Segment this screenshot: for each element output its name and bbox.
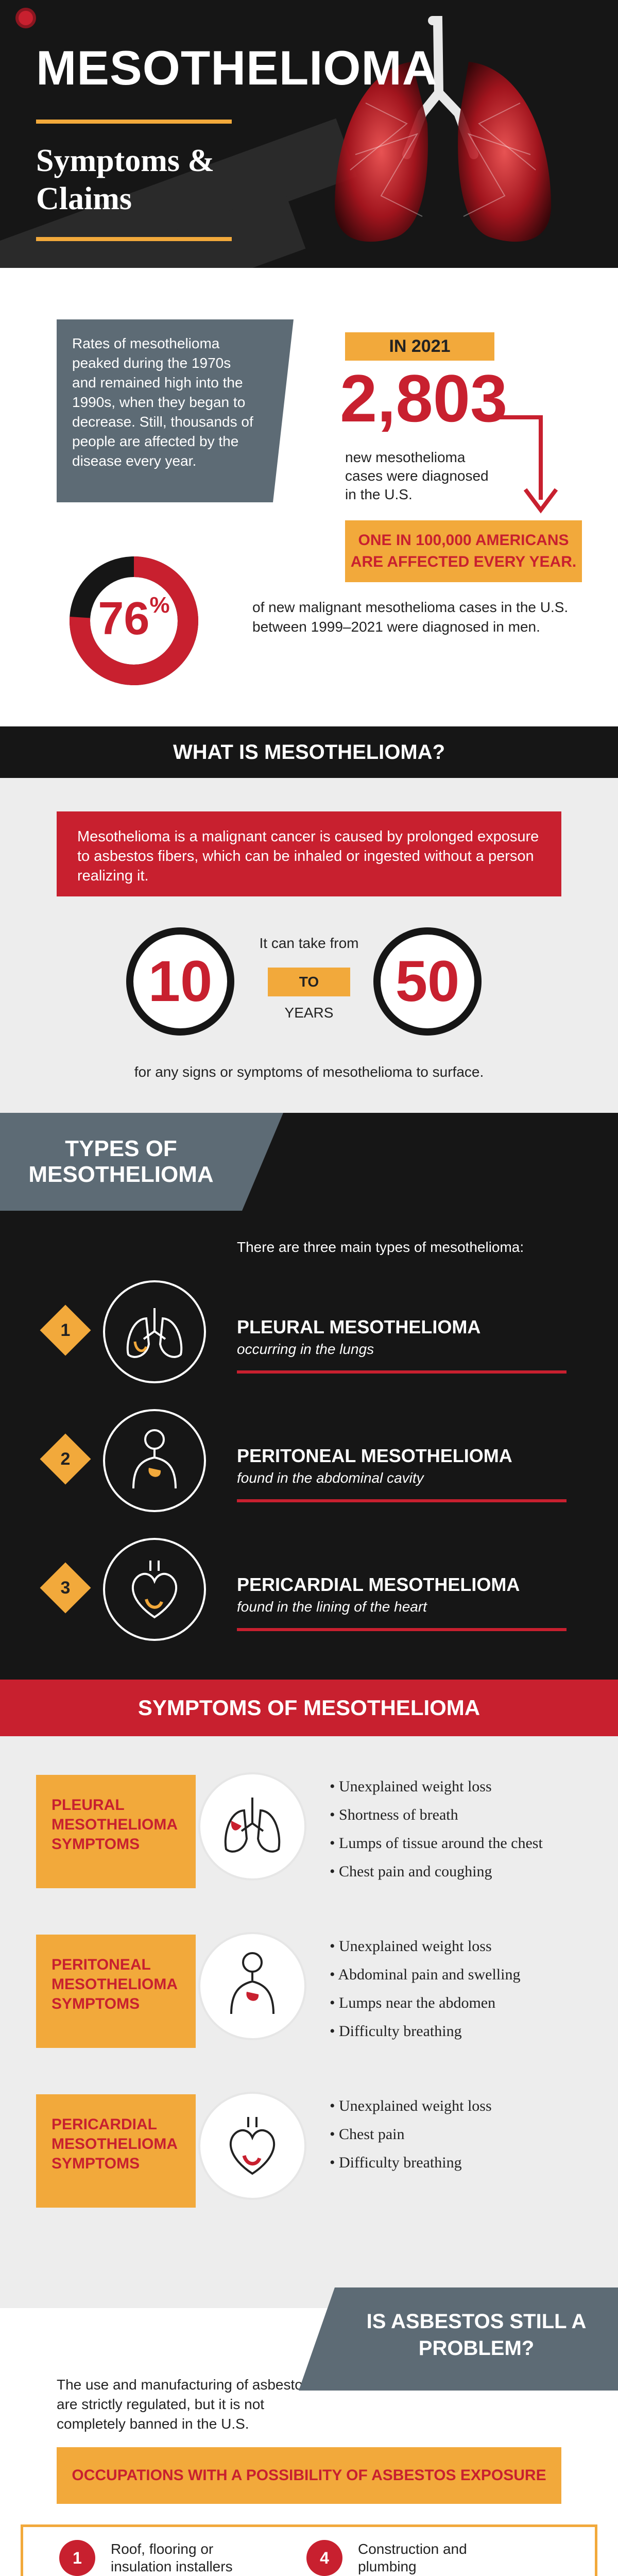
percent-caption: of new malignant mesothelioma cases in the U.S. between 1999–2021 were diagnosed in men. — [252, 599, 569, 635]
red-dot-decoration — [15, 8, 36, 28]
type-name: PERITONEAL MESOTHELIOMA — [237, 1445, 512, 1466]
symptom-item: • Abdominal pain and swelling — [330, 1960, 520, 1989]
percent-value — [67, 592, 201, 646]
symptom-item: • Difficulty breathing — [330, 2148, 492, 2177]
symptom-item: • Lumps of tissue around the chest — [330, 1829, 543, 1857]
symptom-group-label: PERICARDIAL MESOTHELIOMA SYMPTOMS — [36, 2094, 196, 2208]
types-intro: There are three main types of mesothelioma: — [237, 1239, 524, 1255]
symptom-group-peritoneal — [0, 1911, 618, 2056]
divider — [237, 1628, 566, 1631]
type-number: 1 — [60, 1320, 71, 1340]
what-is-section — [0, 726, 618, 1113]
percent-sign: % — [149, 592, 170, 618]
statistics-section — [0, 268, 618, 726]
types-section — [0, 1113, 618, 1680]
heart-icon — [103, 1538, 206, 1641]
symptom-item: • Shortness of breath — [330, 1801, 543, 1829]
case-count-caption: new mesothelioma cases were diagnosed in the U.S. — [345, 449, 489, 502]
type-desc: found in the abdominal cavity — [237, 1470, 424, 1486]
subtitle-underline — [36, 237, 232, 241]
symptom-group-pericardial — [0, 2071, 618, 2215]
symptom-item: • Chest pain and coughing — [330, 1857, 543, 1886]
symptom-group-label: PLEURAL MESOTHELIOMA SYMPTOMS — [36, 1775, 196, 1888]
header — [0, 0, 618, 268]
occupation-number: 1 — [59, 2540, 95, 2576]
asbestos-problem-heading: IS ASBESTOS STILL A PROBLEM? — [335, 2287, 618, 2391]
type-number: 2 — [60, 1449, 71, 1469]
regulation-text: The use and manufacturing of asbestos are strictly regulated, but it is not completely banned in the U.S. — [57, 2377, 310, 2432]
takes-from-label: It can take from — [259, 935, 359, 951]
occupation-number: 4 — [306, 2540, 342, 2576]
what-is-heading: WHAT IS MESOTHELIOMA? — [0, 726, 618, 778]
year-tag: IN 2021 — [345, 332, 494, 361]
occupations-list — [21, 2524, 597, 2576]
symptoms-heading: SYMPTOMS OF MESOTHELIOMA — [0, 1680, 618, 1736]
types-heading: TYPES OF MESOTHELIOMA — [0, 1113, 242, 1211]
symptom-item: • Lumps near the abdomen — [330, 1989, 520, 2017]
occupation-label: Roof, flooring or insulation installers — [111, 2541, 233, 2574]
divider — [237, 1370, 566, 1374]
type-item-peritoneal — [0, 1409, 618, 1517]
symptom-item: • Unexplained weight loss — [330, 1932, 520, 1960]
case-count: 2,803 — [340, 361, 508, 436]
occupation-label: Construction and plumbing — [358, 2541, 467, 2574]
symptom-item: • Chest pain — [330, 2120, 492, 2148]
asbestos-problem-section — [0, 2308, 618, 2576]
type-desc: occurring in the lungs — [237, 1341, 374, 1357]
symptom-item: • Difficulty breathing — [330, 2017, 520, 2045]
symptom-item: • Unexplained weight loss — [330, 2092, 492, 2120]
symptom-item: • Unexplained weight loss — [330, 1772, 543, 1801]
symptom-group-pleural — [0, 1752, 618, 1896]
type-item-pericardial — [0, 1538, 618, 1646]
symptoms-section — [0, 1680, 618, 2308]
percent-number: 76 — [98, 593, 150, 645]
type-item-pleural — [0, 1280, 618, 1388]
history-card: Rates of mesothelioma peaked during the 1970s and remained high into the 1990s, when they began to decrease. Still, thousands of people are affected by the disease every year. — [57, 319, 273, 502]
page-subtitle: Symptoms & Claims — [36, 143, 215, 216]
type-desc: found in the lining of the heart — [237, 1599, 427, 1615]
surface-caption: for any signs or symptoms of mesothelioma to surface. — [134, 1064, 484, 1080]
min-years-circle: 10 — [126, 927, 234, 1036]
divider — [237, 1499, 566, 1502]
abdomen-icon — [103, 1409, 206, 1512]
symptom-list — [330, 1772, 543, 1886]
type-name: PLEURAL MESOTHELIOMA — [237, 1316, 481, 1337]
years-label: YEARS — [284, 1005, 334, 1021]
abdomen-icon — [198, 1932, 306, 2040]
symptom-list — [330, 2092, 492, 2177]
heart-icon — [198, 2092, 306, 2200]
arrow-down-icon — [484, 412, 577, 515]
to-tag: TO — [268, 968, 350, 996]
symptom-group-label: PERITONEAL MESOTHELIOMA SYMPTOMS — [36, 1935, 196, 2048]
rate-box: ONE IN 100,000 AMERICANS ARE AFFECTED EVERY YEAR. — [345, 520, 582, 582]
type-number: 3 — [60, 1578, 71, 1598]
title-underline — [36, 120, 232, 124]
occupations-heading: OCCUPATIONS WITH A POSSIBILITY OF ASBESTOS EXPOSURE — [57, 2447, 561, 2504]
type-name: PERICARDIAL MESOTHELIOMA — [237, 1574, 520, 1595]
lungs-icon — [198, 1772, 306, 1880]
lungs-icon — [103, 1280, 206, 1383]
page-title: MESOTHELIOMA — [36, 41, 438, 95]
symptom-list — [330, 1932, 520, 2045]
definition-box: Mesothelioma is a malignant cancer is caused by prolonged exposure to asbestos fibers, which can be inhaled or ingested without a person realizing it. — [57, 811, 561, 896]
max-years-circle: 50 — [373, 927, 482, 1036]
